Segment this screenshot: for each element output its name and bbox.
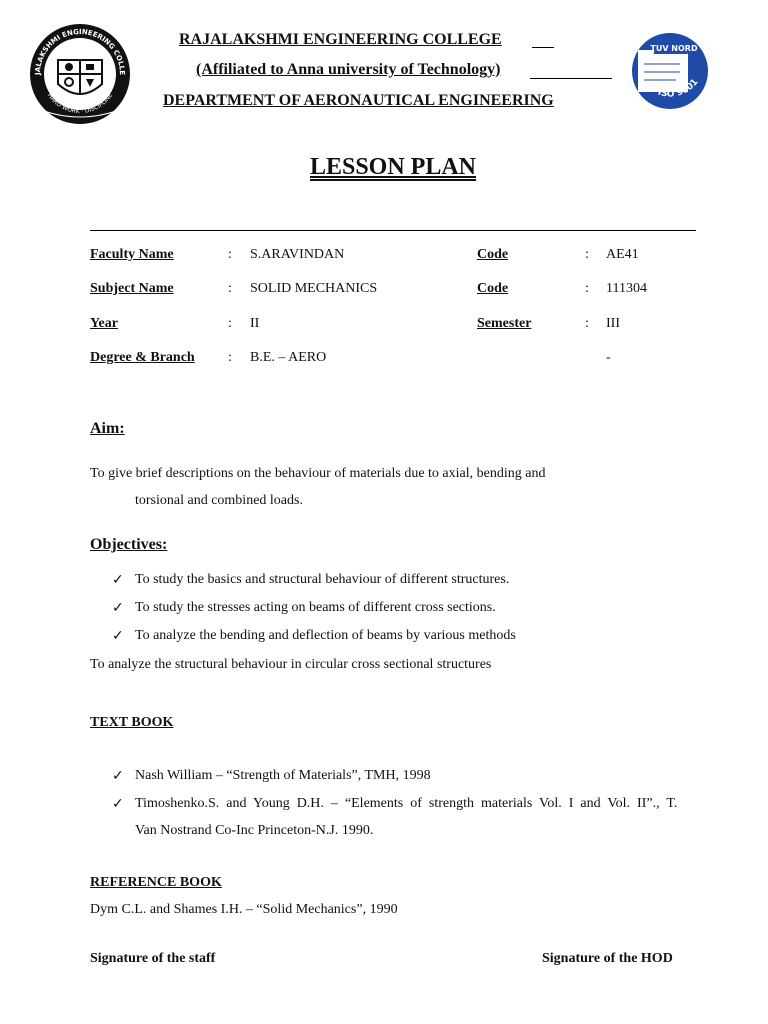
reference-book-item: Dym C.L. and Shames I.H. – “Solid Mechanics”, 1990	[90, 902, 398, 917]
objective-extra: To analyze the structural behaviour in circular cross sectional structures	[90, 657, 492, 672]
text-book-item: Nash William – “Strength of Materials”, TMH, 1998	[135, 768, 431, 783]
code-label: Code	[477, 247, 509, 262]
svg-text:ISO 9001: ISO 9001	[656, 77, 701, 100]
reference-book-heading: REFERENCE BOOK	[90, 875, 222, 890]
svg-text:HARD WORK · DISCIPLINE: HARD WORK · DISCIPLINE	[45, 92, 115, 116]
aim-heading: Aim:	[90, 420, 125, 437]
subject-code-label: Code	[477, 281, 509, 296]
semester-label: Semester	[477, 316, 532, 331]
underline-filler	[532, 47, 554, 48]
text-book-item: Timoshenko.S. and Young D.H. – “Elements of strength materials Vol. I and Vol. II”., T.	[135, 796, 678, 811]
degree-branch-label: Degree & Branch	[90, 350, 195, 365]
colon: :	[228, 350, 232, 365]
subject-name-label: Subject Name	[90, 281, 174, 296]
hod-signature-label: Signature of the HOD	[542, 951, 673, 966]
check-icon: ✓	[112, 629, 124, 644]
year-value: II	[250, 316, 260, 331]
semester-value: III	[606, 316, 620, 331]
objective-item: To analyze the bending and deflection of beams by various methods	[135, 628, 516, 643]
subject-name-value: SOLID MECHANICS	[250, 281, 378, 296]
extra-value: -	[606, 350, 611, 365]
aim-text-line2: torsional and combined loads.	[135, 493, 303, 508]
colon: :	[228, 316, 232, 331]
colon: :	[228, 281, 232, 296]
objectives-heading: Objectives:	[90, 536, 168, 553]
year-label: Year	[90, 316, 118, 331]
college-name: RAJALAKSHMI ENGINEERING COLLEGE	[179, 31, 502, 48]
page-title: LESSON PLAN	[309, 154, 477, 180]
objective-item: To study the stresses acting on beams of different cross sections.	[135, 600, 496, 615]
colon: :	[585, 281, 589, 296]
code-value: AE41	[606, 247, 639, 262]
text-book-heading: TEXT BOOK	[90, 715, 174, 730]
check-icon: ✓	[112, 769, 124, 784]
department-name: DEPARTMENT OF AERONAUTICAL ENGINEERING	[163, 92, 554, 109]
check-icon: ✓	[112, 601, 124, 616]
objective-item: To study the basics and structural behaviour of different structures.	[135, 572, 510, 587]
divider	[90, 230, 696, 231]
colon: :	[585, 316, 589, 331]
check-icon: ✓	[112, 573, 124, 588]
aim-text-line1: To give brief descriptions on the behaviour of materials due to axial, bending and	[90, 466, 546, 481]
colon: :	[228, 247, 232, 262]
faculty-name-label: Faculty Name	[90, 247, 174, 262]
svg-text:RAJALAKSHMI ENGINEERING COLLEG: JALAKSHMI ENGINEERING COLLE	[33, 27, 127, 76]
faculty-name-value: S.ARAVINDAN	[250, 247, 345, 262]
iso-certification-logo	[630, 24, 710, 118]
staff-signature-label: Signature of the staff	[90, 951, 216, 966]
underline-filler	[530, 78, 612, 79]
check-icon: ✓	[112, 797, 124, 812]
degree-branch-value: B.E. – AERO	[250, 350, 327, 365]
subject-code-value: 111304	[606, 281, 647, 296]
logo-lettering	[28, 22, 132, 126]
affiliation: (Affiliated to Anna university of Technology)	[196, 61, 501, 78]
text-book-item-cont: Van Nostrand Co-Inc Princeton-N.J. 1990.	[135, 823, 374, 838]
colon: :	[585, 247, 589, 262]
svg-text:TUV NORD: TUV NORD	[650, 44, 698, 53]
